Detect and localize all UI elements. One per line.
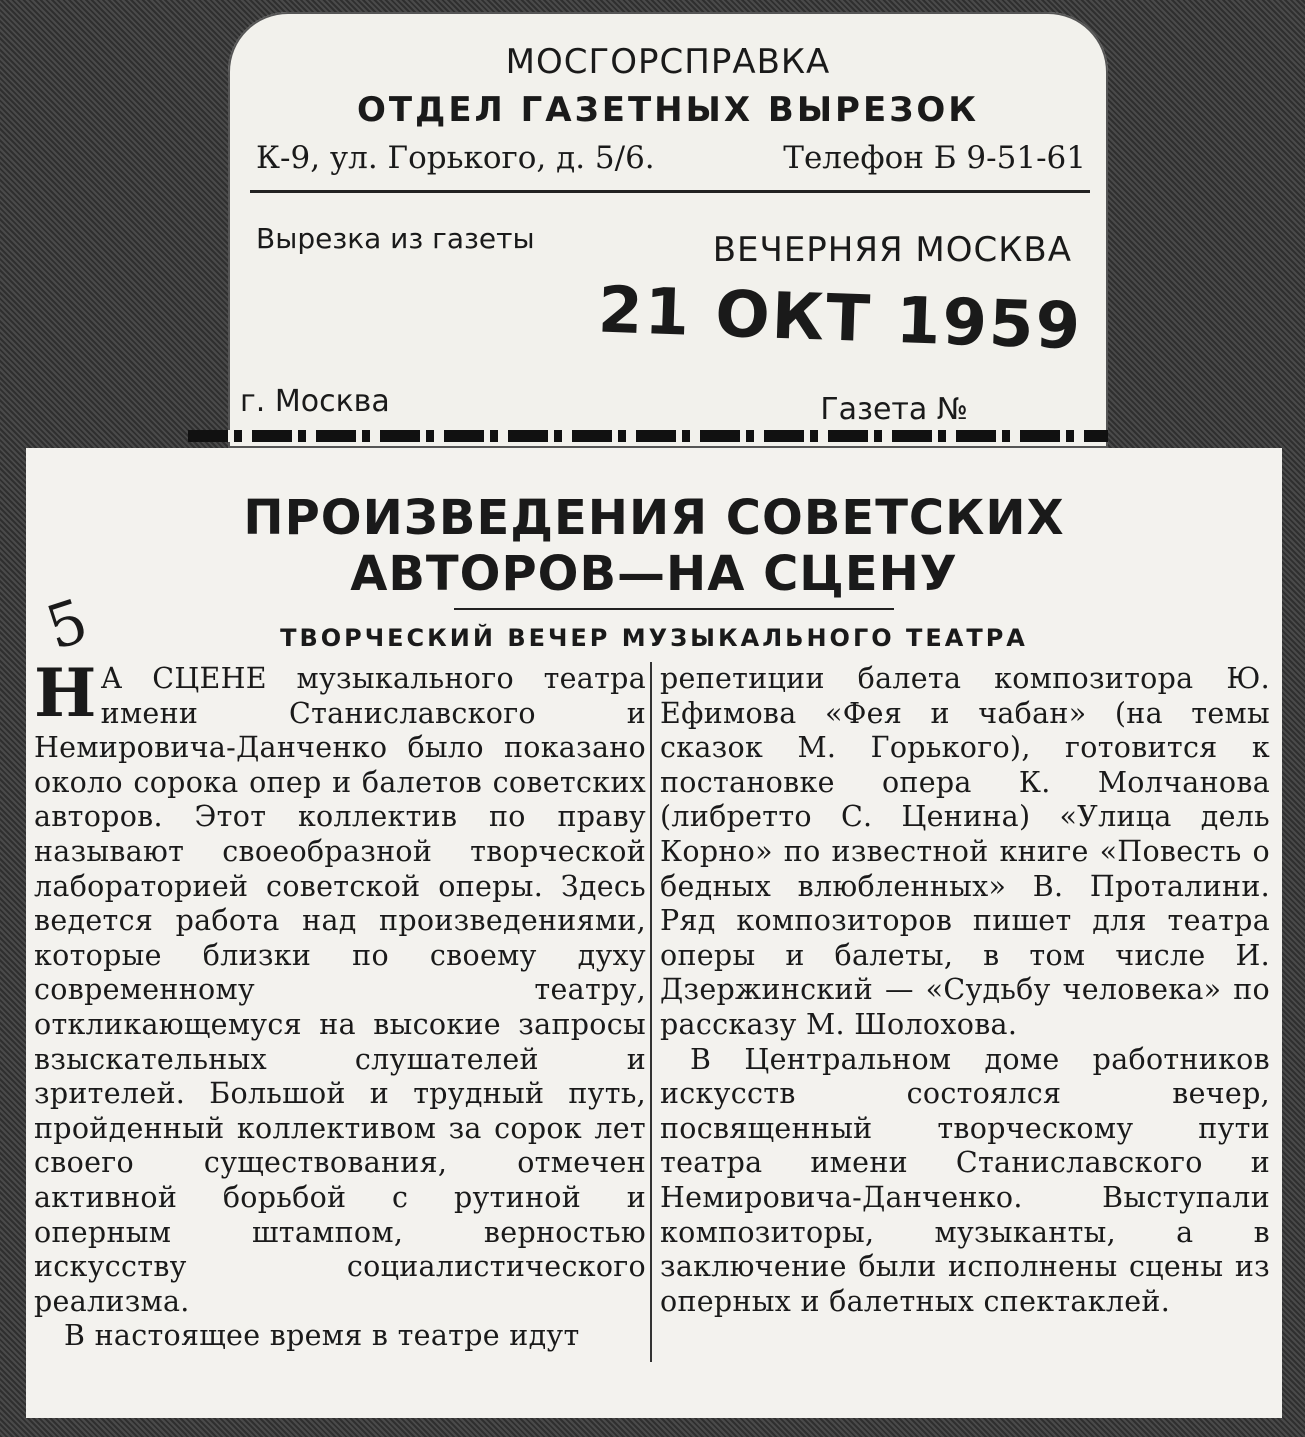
paragraph: [34, 654, 646, 1319]
paragraph: В Центральном доме работников искусств состоялся вечер, посвященный творческому пути театра имени Станиславского и Немировича-Данченко. Выступали композиторы, музыканты, а в заключение были исполнены сцены из оперных и балетных спектаклей.: [660, 1042, 1270, 1318]
margin-mark: 5: [38, 585, 97, 665]
address: К-9, ул. Горького, д. 5/6.: [256, 140, 655, 176]
drop-cap: Н: [34, 654, 97, 732]
article-column-left: [34, 654, 646, 1354]
issue-label: Газета №: [820, 392, 968, 427]
clipping-service-header: [228, 12, 1108, 448]
headline-rule: [454, 608, 894, 610]
cutting-from-label: Вырезка из газеты: [256, 222, 535, 255]
headline-line-2: АВТОРОВ—НА СЦЕНУ: [350, 546, 958, 602]
phone: Телефон Б 9-51-61: [783, 140, 1086, 176]
headline: [26, 490, 1282, 602]
department-name: ОТДЕЛ ГАЗЕТНЫХ ВЫРЕЗОК: [356, 90, 980, 130]
decorative-rule: [188, 430, 1108, 442]
newspaper-clipping: [26, 448, 1282, 1418]
paragraph: В настоящее время в театре идут: [64, 1319, 580, 1353]
paragraph: репетиции балета композитора Ю. Ефимова «Фея и чабан» (на темы сказок М. Горького), готовится к постановке опера К. Молчанова (либретто С. Ценина) «Улица дель Корно» по известной книге «Повесть о бедных влюбленных» В. Проталини. Ряд композиторов пишет для театра оперы и балеты, в том числе И. Дзержинский — «Судьбу человека» по рассказу М. Шолохова.: [660, 662, 1270, 1041]
city: г. Москва: [240, 384, 390, 419]
headline-line-1: ПРОИЗВЕДЕНИЯ СОВЕТСКИХ: [243, 490, 1065, 546]
column-divider: [650, 662, 652, 1362]
subheadline: ТВОРЧЕСКИЙ ВЕЧЕР МУЗЫКАЛЬНОГО ТЕАТРА: [280, 624, 1028, 652]
article-column-right: [660, 662, 1270, 1319]
paragraph-text: А СЦЕНЕ музыкального театра имени Станиславского и Немировича-Данченко было показано около сорока опер и балетов советских авторов. Этот коллектив по праву называют своеобразной творческой лабораторией советской оперы. Здесь ведется работа над произведениями, которые близки по своему духу современному театру, откликающемуся на высокие запросы взыскательных слушателей и зрителей. Большой и трудный путь, пройденный коллективом за сорок лет своего существования, отмечен активной борьбой с рутиной и оперным штампом, верностью искусству социалистического реализма.: [34, 662, 646, 1318]
newspaper-name: ВЕЧЕРНЯЯ МОСКВА: [712, 230, 1072, 270]
org-name: МОСГОРСПРАВКА: [505, 42, 831, 82]
header-divider: [250, 190, 1090, 193]
date-stamp: 21 ОКТ 1959: [596, 273, 1084, 365]
